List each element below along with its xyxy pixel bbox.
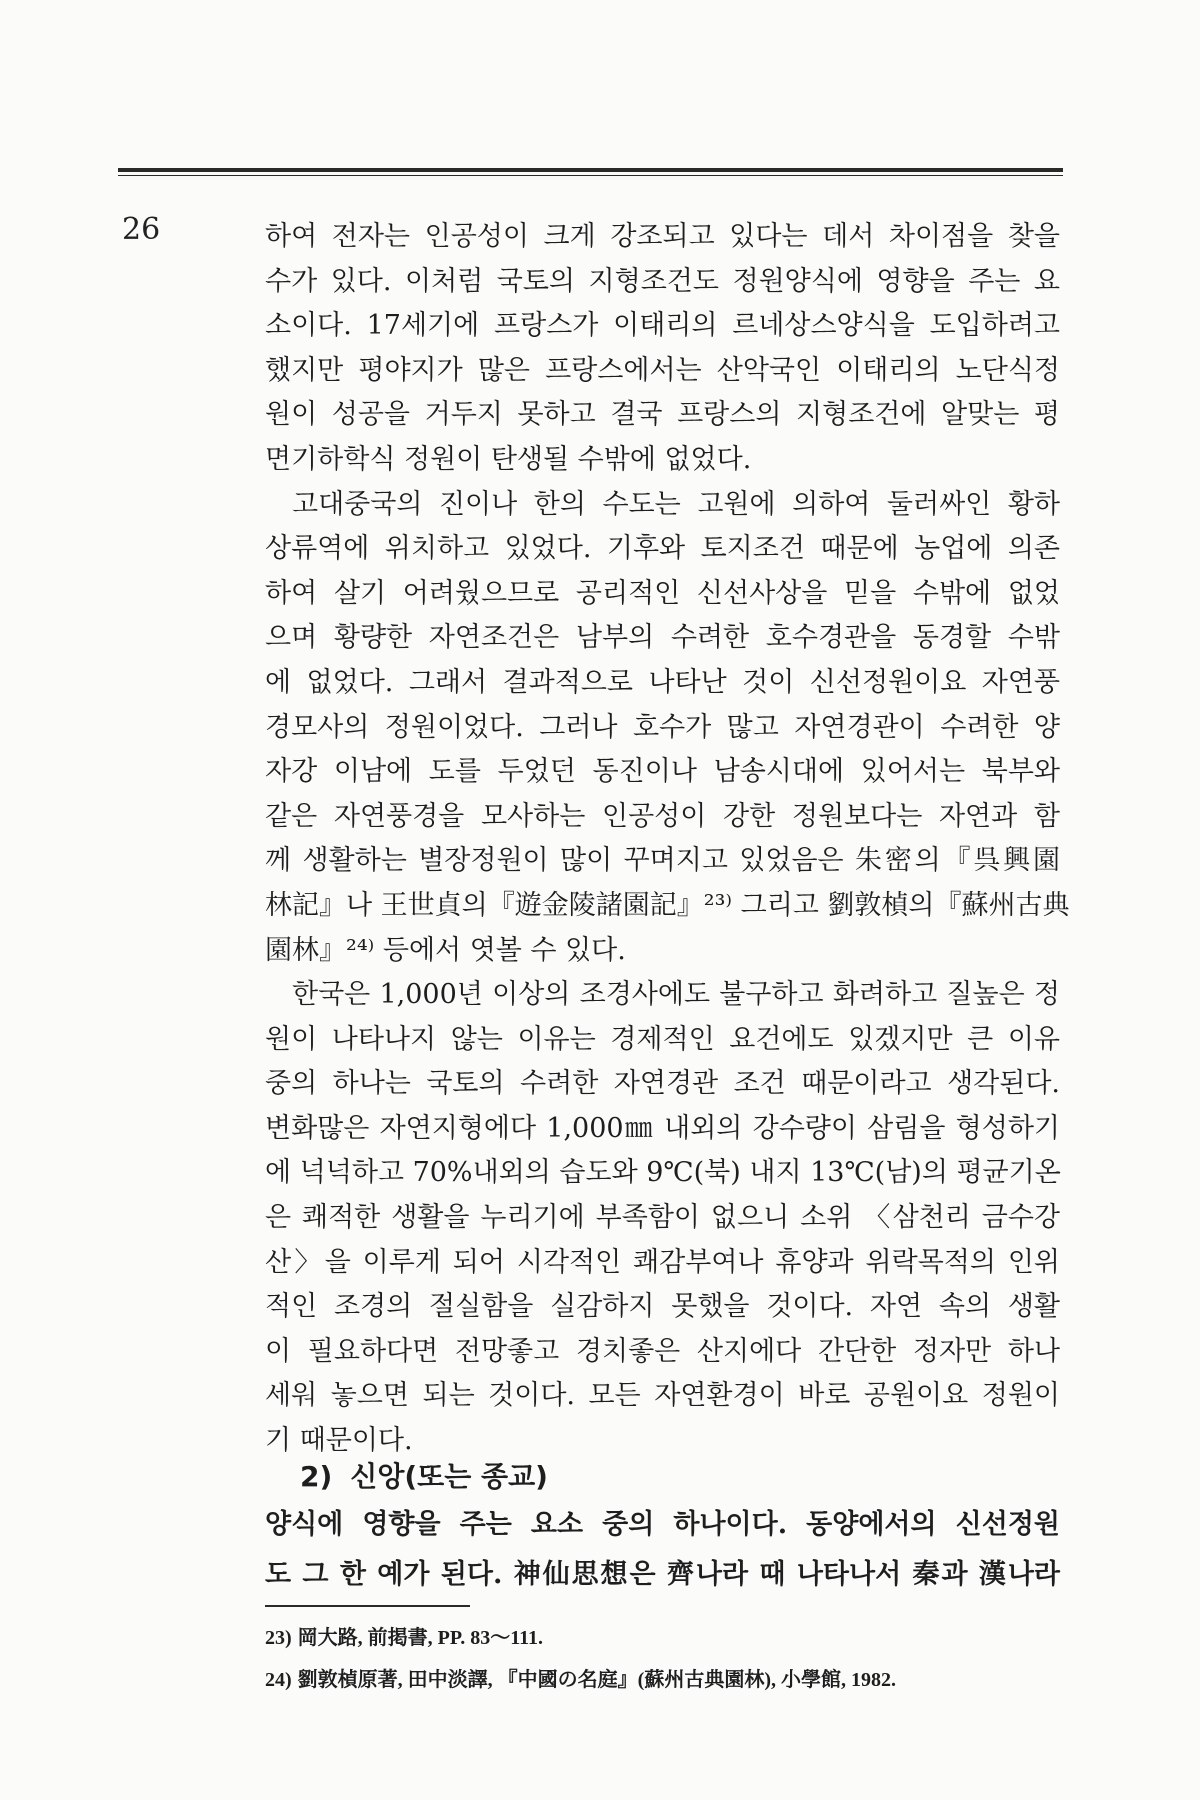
text-line: 양식에 영향을 주는 요소 중의 하나이다. 동양에서의 신선정원 — [265, 1509, 1060, 1540]
text-line: 소이다. 17세기에 프랑스가 이태리의 르네상스양식을 도입하려고 — [265, 310, 1060, 342]
text-line: 산〉을 이루게 되어 시각적인 쾌감부여나 휴양과 위락목적의 인위 — [265, 1246, 1060, 1278]
text-line: 이 필요하다면 전망좋고 경치좋은 산지에다 간단한 정자만 하나 — [265, 1335, 1060, 1367]
section-text — [265, 1500, 1060, 1600]
text-line: 기 때문이다. — [265, 1425, 413, 1457]
text-line: 경모사의 정원이었다. 그러나 호수가 많고 자연경관이 수려한 양 — [265, 711, 1060, 743]
footnote-rule — [265, 1605, 470, 1607]
text-line: 은 쾌적한 생활을 누리기에 부족함이 없으니 소위 〈삼천리 금수강 — [265, 1202, 1060, 1234]
footnote — [265, 1617, 1065, 1659]
text-line: 한국은 1,000년 이상의 조경사에도 불구하고 화려하고 질높은 정 — [292, 979, 1060, 1011]
text-line: 에 없었다. 그래서 결과적으로 나타난 것이 신선정원이요 자연풍 — [265, 666, 1060, 698]
text-line: 적인 조경의 절실함을 실감하지 못했을 것이다. 자연 속의 생활 — [265, 1291, 1060, 1323]
header-rule — [118, 168, 1063, 172]
text-line: 원이 나타나지 않는 이유는 경제적인 요건에도 있겠지만 큰 이유 — [265, 1023, 1060, 1055]
footnote-text: 岡大路, 前掲書, PP. 83～111. — [297, 1627, 544, 1649]
body-text — [265, 215, 1070, 1464]
text-line: 세워 놓으면 되는 것이다. 모든 자연환경이 바로 공원이요 정원이 — [265, 1380, 1060, 1412]
text-line: 원이 성공을 거두지 못하고 결국 프랑스의 지형조건에 알맞는 평 — [265, 399, 1060, 431]
section-title: 신앙(또는 종교) — [350, 1460, 548, 1493]
paragraph-1 — [265, 215, 1060, 483]
text-line: 면기하학식 정원이 탄생될 수밖에 없었다. — [265, 443, 752, 475]
section-number: 2) — [300, 1460, 333, 1493]
text-line: 께 생활하는 별장정원이 많이 꾸며지고 있었음은 朱密의『呉興園 — [265, 845, 1060, 877]
text-line: 園林』²⁴⁾ 등에서 엿볼 수 있다. — [265, 934, 626, 966]
text-line: 林記』나 王世貞의『遊金陵諸園記』²³⁾ 그리고 劉敦楨의『蘇州古典 — [265, 889, 1070, 921]
text-line: 으며 황량한 자연조건은 남부의 수려한 호수경관을 동경할 수밖 — [265, 622, 1060, 654]
paragraph-2 — [265, 483, 1070, 974]
page-number: 26 — [122, 212, 161, 247]
footnote-number: 24) — [265, 1669, 292, 1691]
section-heading — [300, 1455, 548, 1495]
text-line: 하여 살기 어려웠으므로 공리적인 신선사상을 믿을 수밖에 없었 — [265, 577, 1060, 609]
footnote-number: 23) — [265, 1627, 292, 1649]
text-line: 상류역에 위치하고 있었다. 기후와 토지조건 때문에 농업에 의존 — [265, 533, 1060, 565]
text-line: 중의 하나는 국토의 수려한 자연경관 조건 때문이라고 생각된다. — [265, 1068, 1060, 1100]
text-line: 했지만 평야지가 많은 프랑스에서는 산악국인 이태리의 노단식정 — [265, 354, 1060, 386]
text-line: 하여 전자는 인공성이 크게 강조되고 있다는 데서 차이점을 찾을 — [265, 221, 1060, 252]
text-line: 고대중국의 진이나 한의 수도는 고원에 의하여 둘러싸인 황하 — [292, 488, 1060, 520]
text-line: 에 넉넉하고 70%내외의 습도와 9℃(북) 내지 13℃(남)의 평균기온 — [265, 1157, 1061, 1189]
text-line: 수가 있다. 이처럼 국토의 지형조건도 정원양식에 영향을 주는 요 — [265, 265, 1060, 297]
text-line: 자강 이남에 도를 두었던 동진이나 남송시대에 있어서는 북부와 — [265, 756, 1060, 788]
paragraph-3 — [265, 973, 1060, 1464]
text-line: 도 그 한 예가 된다. 神仙思想은 齊나라 때 나타나서 秦과 漢나라 — [265, 1559, 1060, 1590]
footnote — [265, 1659, 1065, 1701]
footnotes — [265, 1617, 1065, 1701]
text-line: 변화많은 자연지형에다 1,000㎜ 내외의 강수량이 삼림을 형성하기 — [265, 1112, 1060, 1144]
text-line: 같은 자연풍경을 모사하는 인공성이 강한 정원보다는 자연과 함 — [265, 800, 1060, 832]
footnote-text: 劉敦楨原著, 田中淡譯, 『中國の名庭』(蘇州古典園林), 小學館, 1982. — [297, 1669, 896, 1691]
header-rule-thin — [118, 175, 1063, 176]
